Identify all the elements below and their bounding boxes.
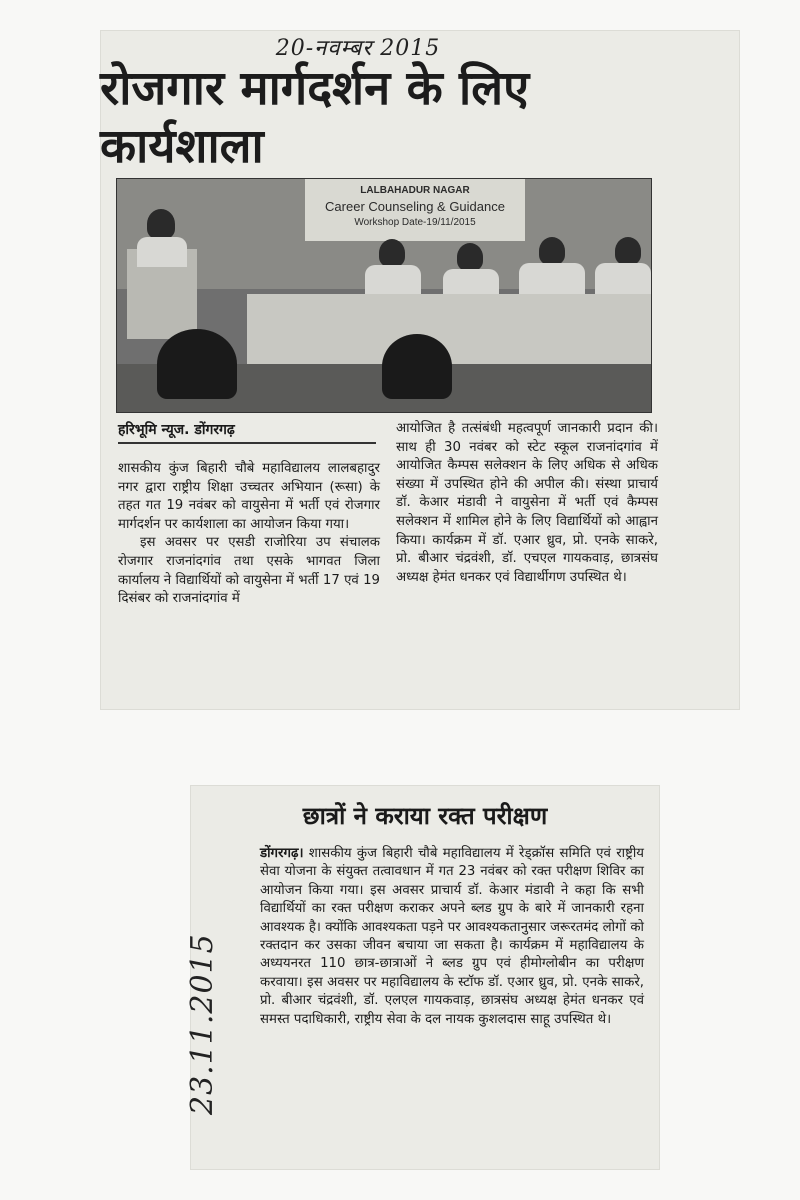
paragraph: शासकीय कुंज बिहारी चौबे महाविद्यालय लालबहादुर नगर द्वारा राष्ट्रीय शिक्षा उच्चतर अभियान (रूसा) के तहत गत 19 नवंबर को वायुसेना में भर्ती एवं रोजगार मार्गदर्शन पर कार्यशाला का आयोजन किया गया।	[118, 461, 380, 532]
photo-banner	[305, 179, 525, 241]
guest-figure	[539, 237, 565, 265]
audience-head	[382, 334, 452, 399]
audience-head	[157, 329, 237, 399]
guest-figure	[457, 243, 483, 271]
speaker-shirt	[137, 237, 187, 267]
guest-shirt	[519, 263, 585, 295]
newspaper-clipping-blood-test	[185, 785, 660, 1170]
banner-line3: Workshop Date-19/11/2015	[354, 217, 476, 228]
headline: छात्रों ने कराया रक्त परीक्षण	[302, 802, 548, 830]
banner-line2: Career Counseling & Guidance	[325, 199, 505, 214]
guest-figure	[615, 237, 641, 265]
divider	[118, 442, 376, 444]
paragraph: इस अवसर पर एसडी राजोरिया उप संचालक रोजगार राजनांदगांव तथा एसके भागवत जिला कार्यालय ने विद्यार्थियों को वायुसेना में भर्ती 17 एवं 19 दिसंबर को राजनांदगांव में	[118, 535, 380, 607]
byline: हरिभूमि न्यूज. डोंगरगढ़	[118, 422, 235, 438]
headline: रोजगार मार्गदर्शन के लिए कार्यशाला	[100, 61, 530, 174]
guest-shirt	[365, 265, 421, 295]
banner-line1: LALBAHADUR NAGAR	[360, 185, 470, 196]
paragraph: आयोजित है तत्संबंधी महत्वपूर्ण जानकारी प्रदान की। साथ ही 30 नवंबर को स्टेट स्कूल राजनांदगांव में आयोजित कैम्पस सलेक्शन के लिए अधिक से अधिक संख्या में उपस्थित होने की अपील की। संस्था प्राचार्य डॉ. केआर मंडावी ने वायुसेना में भर्ती एवं कैम्पस सलेक्शन में शामिल होने के लिए विद्यार्थियों को आह्वान किया। कार्यक्रम में डॉ. एआर ध्रुव, प्रो. एनके साकरे, प्रो. बीआर चंद्रवंशी, डॉ. एचएल गायकवाड़, छात्रसंघ अध्यक्ष हेमंत धनकर एवं विद्यार्थीगण उपस्थित थे।	[396, 421, 658, 585]
handwritten-date: 20-नवम्बर 2015	[275, 36, 441, 61]
speaker-figure	[147, 209, 175, 239]
article-body	[260, 845, 644, 1029]
article-column-1	[118, 460, 380, 609]
event-photo	[116, 178, 652, 413]
article-text: शासकीय कुंज बिहारी चौबे महाविद्यालय में रेड्क्रॉस समिति एवं राष्ट्रीय सेवा योजना के संयुक्त तत्वावधान में गत 23 नवंबर को रक्त परीक्षण शिविर का आयोजन किया गया। इस अवसर प्राचार्य डॉ. केआर मंडावी ने कहा कि सभी विद्यार्थियों का रक्त परीक्षण कराकर अपने ब्लड ग्रुप के बारे में जानकारी रहना आवश्यक है। क्योंकि आवश्यकता पड़ने पर आवश्यकतानुसार जरूरतमंद लोगों को रक्तदान कर उसका जीवन बचाया जा सकता है। कार्यक्रम में महाविद्यालय के अध्ययनरत 110 छात्र-छात्राओं ने ब्लड ग्रुप एवं हीमोग्लोबीन का परीक्षण करवाया। इस अवसर पर महाविद्यालय के स्टॉफ डॉ. एआर ध्रुव, प्रो. एनके साकरे, प्रो. बीआर चंद्रवंशी, डॉ. एलएल गायकवाड़, छात्रसंघ अध्यक्ष हेमंत धनकर एवं समस्त पदाधिकारी, राष्ट्रीय सेवा के दल नायक कुशलदास साहू उपस्थित थे।	[260, 846, 644, 1027]
guest-figure	[379, 239, 405, 267]
guest-shirt	[595, 263, 651, 295]
newspaper-clipping-workshop	[100, 30, 740, 710]
dateline: डोंगरगढ़।	[260, 846, 304, 861]
handwritten-date: 23.11.2015	[185, 933, 220, 1115]
guest-shirt	[443, 269, 499, 297]
article-column-2	[396, 420, 658, 587]
